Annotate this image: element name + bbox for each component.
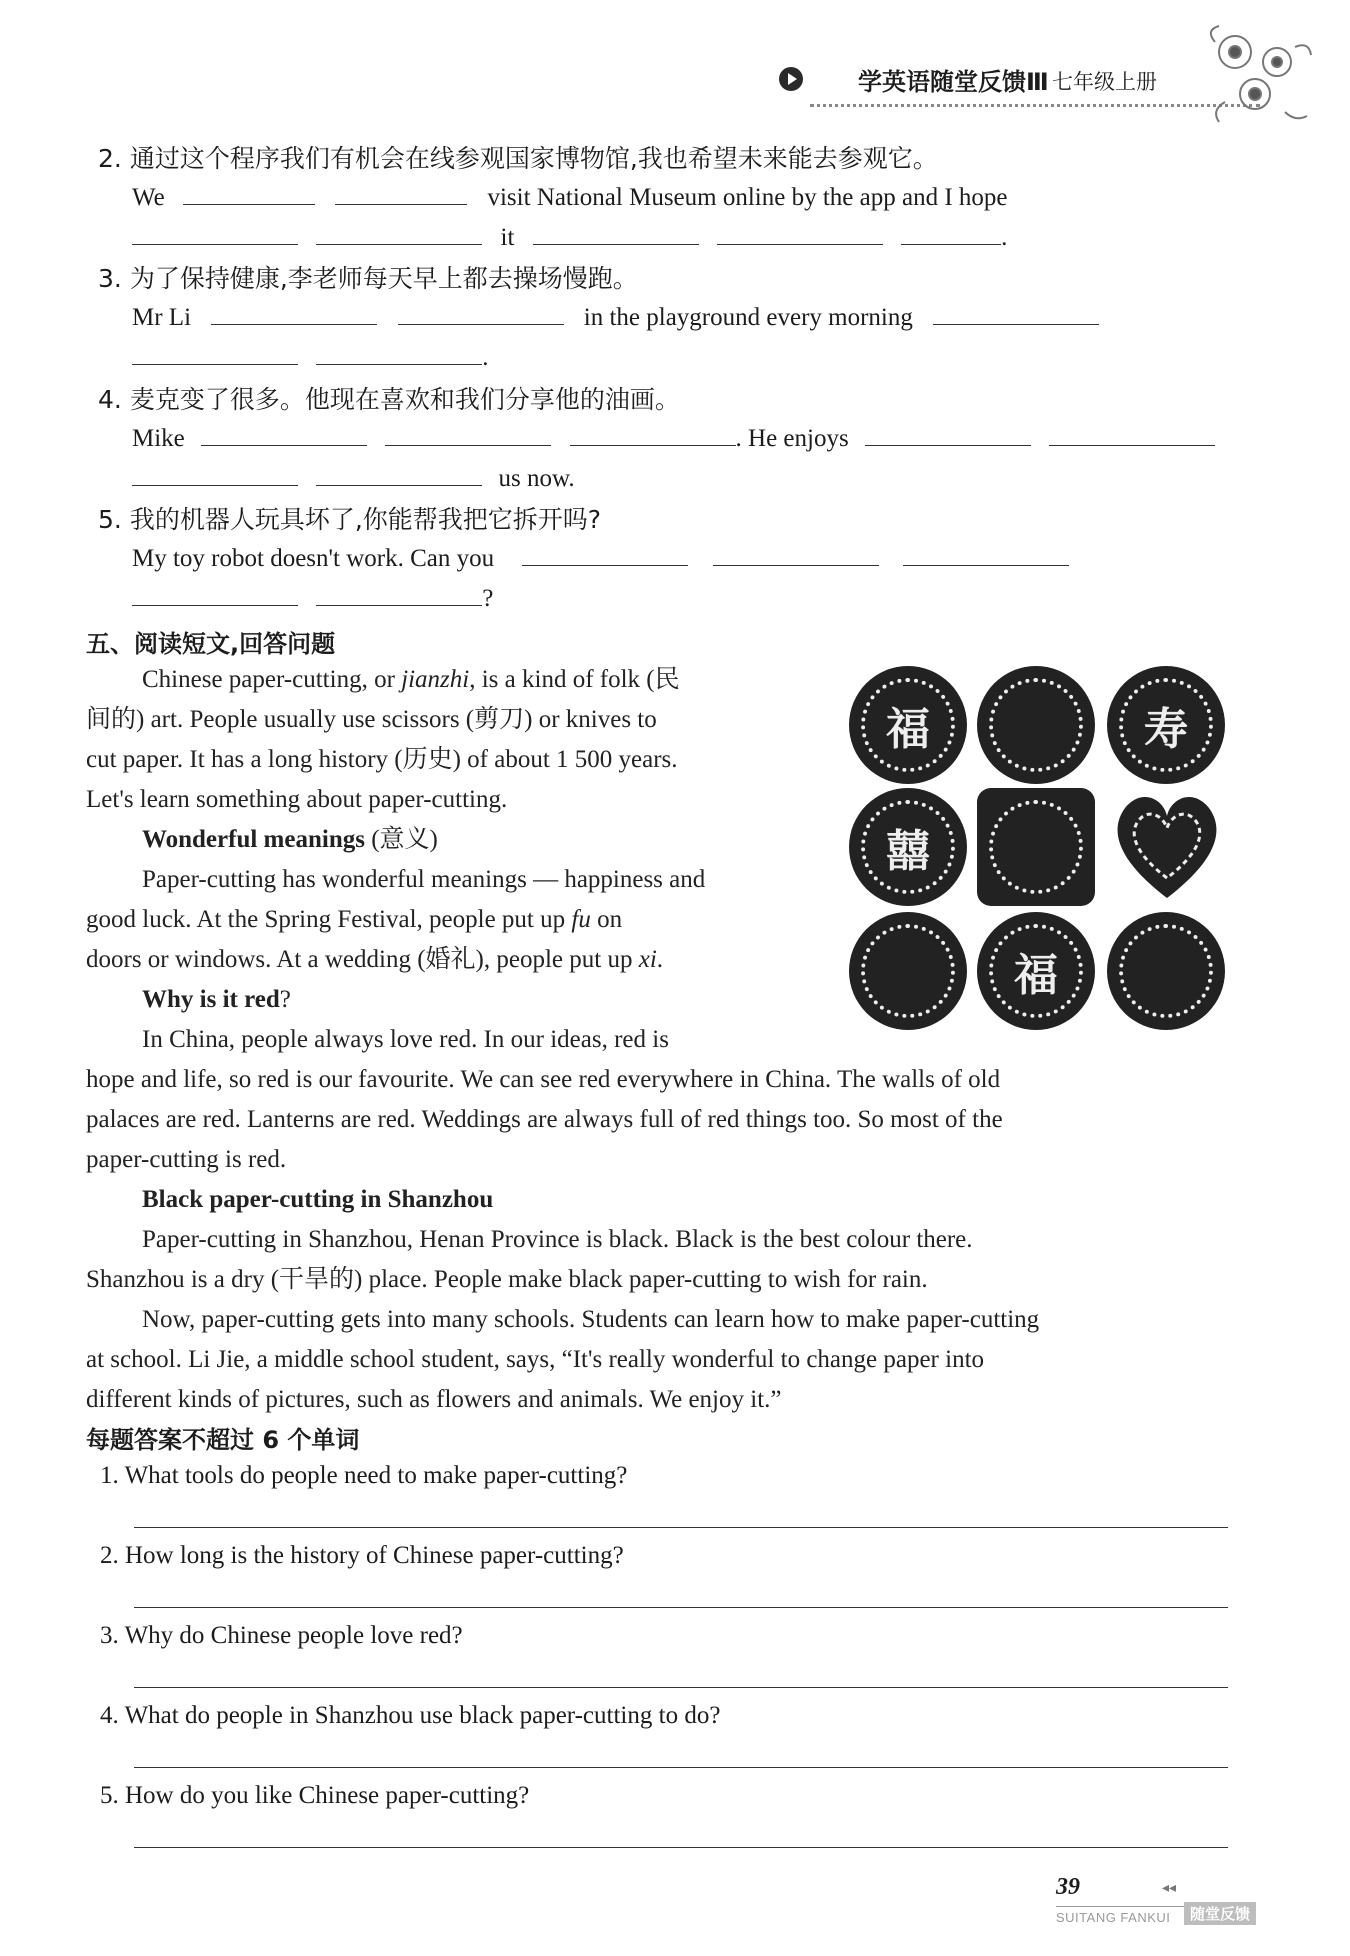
paper-cutting-image: 囍 <box>849 788 967 906</box>
passage-line: Shanzhou is a dry (干旱的) place. People make black paper-cutting to wish for rain. <box>86 1266 928 1293</box>
questions-instruction <box>86 1420 359 1455</box>
header-grade: 七年级上册 <box>1052 70 1157 94</box>
text-segment: in the playground every morning <box>583 304 913 331</box>
question-text: What do people in Shanzhou use black paper-cutting to do? <box>124 1702 721 1729</box>
question-number: 1. <box>100 1462 119 1489</box>
answer-blank[interactable] <box>903 543 1069 566</box>
item-5-chinese <box>98 504 601 536</box>
text-segment: us now. <box>498 465 575 492</box>
item-4-chinese <box>98 384 680 416</box>
passage-line: paper-cutting is red. <box>86 1146 287 1173</box>
answer-blank[interactable] <box>385 423 551 446</box>
text-segment: on <box>590 906 623 933</box>
paper-cutting-image: 福 <box>849 666 967 784</box>
answer-blank[interactable] <box>1049 423 1215 446</box>
item-number: 2. <box>98 144 122 173</box>
text-segment: We <box>132 184 165 211</box>
answer-blank[interactable] <box>316 222 482 245</box>
answer-blank[interactable] <box>335 182 467 205</box>
text-segment: Mike <box>132 425 185 452</box>
item-number: 3. <box>98 264 122 293</box>
paper-cutting-image <box>977 666 1095 784</box>
question-text: How do you like Chinese paper-cutting? <box>125 1782 530 1809</box>
subheading-text: Wonderful meanings <box>142 826 365 853</box>
passage-line: 间的) art. People usually use scissors (剪刀) or knives to <box>86 706 657 733</box>
answer-blank[interactable] <box>570 423 736 446</box>
chinese-sentence: 我的机器人玩具坏了,你能帮我把它拆开吗? <box>129 505 602 534</box>
question-4 <box>100 1700 720 1732</box>
arrows-icon: ◂◂ <box>1162 1880 1177 1896</box>
passage-line: In China, people always love red. In our ideas, red is <box>142 1026 669 1053</box>
answer-blank[interactable] <box>132 583 298 606</box>
passage-line: different kinds of pictures, such as flowers and animals. We enjoy it.” <box>86 1386 782 1413</box>
flower-ornament-icon <box>1195 22 1325 132</box>
item-5-english-line-2 <box>132 583 493 615</box>
answer-blank[interactable] <box>183 182 315 205</box>
footer-rule <box>1056 1906 1184 1907</box>
item-4-english-line-1 <box>132 423 1215 455</box>
text-segment: 6 <box>262 1426 280 1454</box>
passage-line: Let's learn something about paper-cutting. <box>86 786 508 813</box>
text-segment: ? <box>482 585 494 612</box>
text-segment: My toy robot doesn't work. Can you <box>132 545 495 572</box>
text-segment: 每题答案不超过 <box>86 1426 254 1454</box>
play-icon <box>778 66 804 92</box>
footer-badge: 随堂反馈 <box>1184 1902 1256 1925</box>
answer-blank[interactable] <box>132 463 298 486</box>
text-segment: , is a kind of folk (民 <box>469 666 680 693</box>
text-segment: (意义) <box>364 826 438 853</box>
paper-cutting-image <box>1107 912 1225 1030</box>
question-number: 5. <box>100 1782 119 1809</box>
answer-blank[interactable] <box>522 543 688 566</box>
text-segment: . He enjoys <box>735 425 849 452</box>
answer-line[interactable] <box>134 1767 1228 1768</box>
answer-blank[interactable] <box>132 222 298 245</box>
answer-blank[interactable] <box>533 222 699 245</box>
paper-cutting-image <box>849 912 967 1030</box>
text-segment: 个单词 <box>287 1426 360 1454</box>
italic-term: fu <box>571 906 591 933</box>
answer-blank[interactable] <box>933 302 1099 325</box>
subheading-text: Why is it red <box>142 986 280 1013</box>
passage-line: palaces are red. Lanterns are red. Weddings are always full of red things too. So most of the <box>86 1106 1003 1133</box>
text-segment: visit National Museum online by the app and I hope <box>487 184 1008 211</box>
answer-blank[interactable] <box>132 342 298 365</box>
text-segment: doors or windows. At a wedding (婚礼), people put up <box>86 946 639 973</box>
question-text: What tools do people need to make paper-cutting? <box>124 1462 628 1489</box>
text-segment: good luck. At the Spring Festival, people put up <box>86 906 572 933</box>
answer-blank[interactable] <box>201 423 367 446</box>
question-3 <box>100 1620 463 1652</box>
item-3-chinese <box>98 263 638 295</box>
answer-blank[interactable] <box>901 222 1001 245</box>
passage-line: Paper-cutting in Shanzhou, Henan Province is black. Black is the best colour there. <box>142 1226 973 1253</box>
answer-line[interactable] <box>134 1527 1228 1528</box>
italic-term: jianzhi <box>401 666 470 693</box>
answer-line[interactable] <box>134 1607 1228 1608</box>
answer-blank[interactable] <box>316 583 482 606</box>
section-heading: 五、阅读短文,回答问题 <box>86 630 336 658</box>
item-2-english-line-1 <box>132 182 1008 214</box>
paper-cutting-illustration <box>845 662 1235 1032</box>
answer-blank[interactable] <box>865 423 1031 446</box>
item-number: 5. <box>98 505 122 534</box>
answer-blank[interactable] <box>211 302 377 325</box>
text-segment: it <box>500 224 515 251</box>
subheading-black-paper-cutting <box>86 1180 1236 1220</box>
answer-blank[interactable] <box>713 543 879 566</box>
passage-line: Now, paper-cutting gets into many schools. Students can learn how to make paper-cutting <box>142 1306 1040 1333</box>
item-2-english-line-2 <box>132 222 1007 254</box>
answer-blank[interactable] <box>316 342 482 365</box>
answer-line[interactable] <box>134 1847 1228 1848</box>
item-3-english-line-2 <box>132 342 489 374</box>
passage-line: at school. Li Jie, a middle school student, says, “It's really wonderful to change paper into <box>86 1346 985 1373</box>
question-text: Why do Chinese people love red? <box>124 1622 463 1649</box>
passage-line: cut paper. It has a long history (历史) of about 1 500 years. <box>86 746 678 773</box>
question-2 <box>100 1540 624 1572</box>
answer-blank[interactable] <box>398 302 564 325</box>
paper-cutting-image: 寿 <box>1107 666 1225 784</box>
paper-cutting-image <box>977 788 1095 906</box>
text-segment: . <box>1001 224 1008 251</box>
question-number: 4. <box>100 1702 119 1729</box>
heart-paper-cutting-image <box>1107 786 1227 904</box>
text-segment: Mr Li <box>132 304 192 331</box>
text-segment: Chinese paper-cutting, or <box>142 666 402 693</box>
question-number: 3. <box>100 1622 119 1649</box>
passage-line: Paper-cutting has wonderful meanings — happiness and <box>142 866 706 893</box>
chinese-sentence: 为了保持健康,李老师每天早上都去操场慢跑。 <box>129 264 638 293</box>
answer-blank[interactable] <box>717 222 883 245</box>
answer-blank[interactable] <box>316 463 482 486</box>
question-5 <box>100 1780 529 1812</box>
italic-term: xi <box>638 946 657 973</box>
question-1 <box>100 1460 627 1492</box>
item-5-english-line-1 <box>132 543 1069 575</box>
paper-cutting-image: 福 <box>977 912 1095 1030</box>
page-number: 39 <box>1056 1874 1080 1900</box>
item-3-english-line-1 <box>132 302 1099 334</box>
question-number: 2. <box>100 1542 119 1569</box>
item-number: 4. <box>98 385 122 414</box>
answer-line[interactable] <box>134 1687 1228 1688</box>
chinese-sentence: 通过这个程序我们有机会在线参观国家博物馆,我也希望未来能去参观它。 <box>129 144 938 173</box>
item-2-chinese <box>98 143 938 175</box>
chinese-sentence: 麦克变了很多。他现在喜欢和我们分享他的油画。 <box>129 385 680 414</box>
subheading-text: Black paper-cutting in Shanzhou <box>142 1186 494 1213</box>
text-segment: ? <box>279 986 291 1013</box>
item-4-english-line-2 <box>132 463 575 495</box>
header-title: 学英语随堂反馈Ⅲ <box>858 68 1049 96</box>
question-text: How long is the history of Chinese paper-cutting? <box>125 1542 624 1569</box>
footer-brand: SUITANG FANKUI <box>1056 1910 1171 1925</box>
text-segment: . <box>482 344 489 371</box>
text-segment: . <box>656 946 664 973</box>
header-dotted-rule <box>810 104 1260 107</box>
passage-line: hope and life, so red is our favourite. We can see red everywhere in China. The walls of old <box>86 1066 1001 1093</box>
